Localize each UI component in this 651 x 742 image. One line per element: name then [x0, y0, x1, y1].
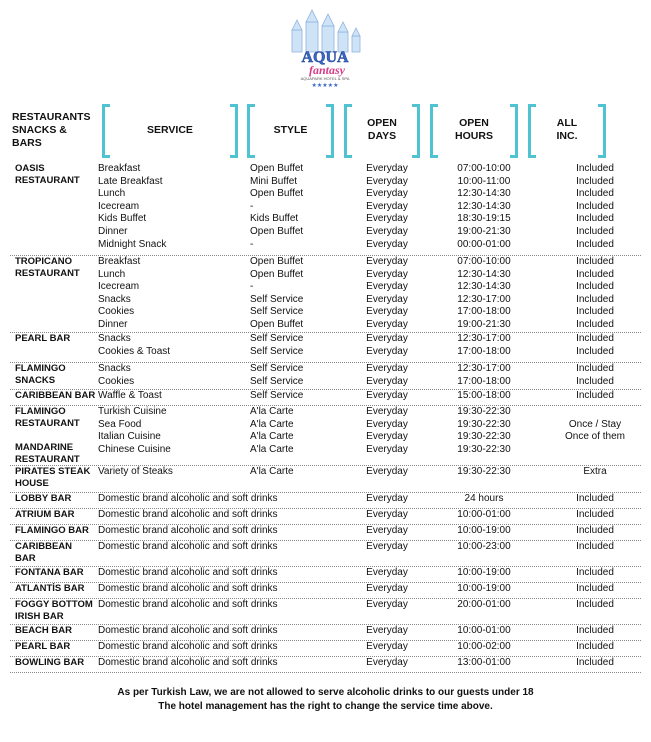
open-hours-cell: 00:00-01:00 [457, 238, 511, 250]
inclusion-cell: Included [576, 375, 614, 387]
service-cell: Cookies & Toast [98, 345, 171, 357]
header-all-inc: ALL INC. [556, 117, 578, 142]
open-hours-cell: 17:00-18:00 [457, 306, 511, 318]
open-days-cell: Everyday [366, 333, 408, 344]
inclusion-cell: Included [576, 641, 614, 652]
venue-group [10, 598, 641, 625]
open-hours-cell: 12:30-14:30 [457, 200, 511, 212]
open-days-cell: Everyday [366, 319, 408, 330]
inclusion-cell: Included [576, 281, 614, 293]
service-cell: Chinese Cuisine [98, 443, 171, 455]
service-cell: Domestic brand alcoholic and soft drinks [98, 625, 278, 636]
open-days-cell: Everyday [366, 188, 408, 200]
service-cell: Domestic brand alcoholic and soft drinks [98, 509, 278, 520]
service-cell: Snacks [98, 333, 131, 344]
style-cell: - [250, 238, 254, 250]
style-cell: A'la Carte [250, 443, 294, 455]
open-hours-cell: 12:30-17:00 [457, 363, 511, 374]
venue-name: FLAMINGO RESTAURANT MANDARINE RESTAURANT [15, 406, 80, 465]
service-cell: Domestic brand alcoholic and soft drinks [98, 599, 278, 610]
open-days-cell: Everyday [366, 238, 408, 250]
header-venue: RESTAURANTS SNACKS & BARS [12, 110, 91, 149]
venue-name: CARIBBEAN BAR [15, 541, 72, 564]
service-cell: Domestic brand alcoholic and soft drinks [98, 641, 278, 652]
open-days-cell: Everyday [366, 541, 408, 552]
venue-name: TROPICANO RESTAURANT [15, 256, 80, 279]
style-cell: Open Buffet [250, 163, 304, 174]
service-cell: Snacks [98, 293, 131, 305]
venue-name: FLAMINGO BAR [15, 525, 89, 536]
open-days-cell: Everyday [366, 390, 408, 401]
venue-group [10, 332, 641, 363]
open-hours-cell: 17:00-18:00 [457, 345, 511, 357]
open-hours-cell: 10:00-11:00 [457, 175, 511, 187]
service-cell: Snacks [98, 363, 131, 374]
venue-group [10, 492, 641, 509]
open-days-cell: Everyday [366, 163, 408, 174]
inclusion-cell: Included [576, 200, 614, 212]
open-hours-cell: 10:00-19:00 [457, 525, 511, 536]
service-cell: Variety of Steaks [98, 466, 173, 477]
inclusion-cell: Included [576, 493, 614, 504]
logo-stars: ★★★★★ [311, 82, 339, 88]
venue-name: PEARL BAR [15, 641, 71, 652]
inclusion-cell: Included [576, 213, 614, 225]
open-hours-cell: 19:30-22:30 [457, 431, 511, 443]
open-hours-cell: 18:30-19:15 [457, 213, 511, 225]
service-cell: Cookies [98, 306, 135, 318]
open-days-cell: Everyday [366, 443, 408, 455]
inclusion-cell: Included [576, 238, 614, 250]
open-hours-cell: 12:30-14:30 [457, 268, 511, 280]
footer-management-note: The hotel management has the right to change the service time above. [158, 701, 493, 712]
venue-group [10, 656, 641, 673]
venue-name: ATLANTİS BAR [15, 583, 85, 594]
inclusion-cell: Included [576, 583, 614, 594]
inclusion-cell: Extra [583, 466, 607, 477]
service-cell: Kids Buffet [98, 213, 147, 225]
logo-brand-line1: AQUA [301, 49, 349, 66]
inclusion-cell: Included [576, 599, 614, 610]
header-service: SERVICE [147, 123, 193, 136]
hotel-logo [270, 8, 380, 88]
open-days-cell: Everyday [366, 641, 408, 652]
venue-name: PIRATES STEAK HOUSE [15, 466, 91, 489]
open-days-cell: Everyday [366, 466, 408, 477]
service-cell: Dinner [98, 319, 128, 330]
inclusion-cell: Included [576, 319, 614, 330]
inclusion-cell: Once / Stay [568, 418, 622, 430]
style-cell: Open Buffet [250, 188, 304, 200]
style-cell: Self Service [250, 390, 304, 401]
venue-name: FLAMINGO SNACKS [15, 363, 66, 386]
open-days-cell: Everyday [366, 175, 408, 187]
inclusion-cell: Included [576, 256, 614, 267]
open-hours-cell: 20:00-01:00 [457, 599, 511, 610]
style-cell: Self Service [250, 306, 304, 318]
inclusion-cell: Included [576, 509, 614, 520]
open-hours-cell: 19:30-22:30 [457, 418, 511, 430]
inclusion-cell: Included [576, 541, 614, 552]
service-cell: Cookies [98, 375, 135, 387]
open-days-cell: Everyday [366, 525, 408, 536]
inclusion-cell: Included [576, 345, 614, 357]
open-days-cell: Everyday [366, 431, 408, 443]
open-hours-cell: 19:00-21:30 [457, 226, 511, 237]
inclusion-cell: Included [576, 188, 614, 200]
venue-group [10, 255, 641, 333]
open-days-cell: Everyday [366, 293, 408, 305]
venue-name: BEACH BAR [15, 625, 72, 636]
open-hours-cell: 10:00-02:00 [457, 641, 511, 652]
open-days-cell: Everyday [366, 406, 408, 417]
footer-law-note: As per Turkish Law, we are not allowed to serve alcoholic drinks to our guests under 18 [117, 687, 534, 698]
style-cell: Open Buffet [250, 256, 304, 267]
open-days-cell: Everyday [366, 226, 408, 237]
service-cell: Italian Cuisine [98, 431, 161, 443]
inclusion-cell: Included [576, 293, 614, 305]
style-cell: Self Service [250, 363, 304, 374]
service-cell: Icecream [98, 200, 140, 212]
inclusion-cell: Included [576, 625, 614, 636]
open-hours-cell: 19:30-22:30 [457, 466, 511, 477]
open-days-cell: Everyday [366, 567, 408, 578]
inclusion-cell: Included [576, 175, 614, 187]
service-cell: Domestic brand alcoholic and soft drinks [98, 493, 278, 504]
style-cell: Self Service [250, 293, 304, 305]
venue-name: BOWLING BAR [15, 657, 85, 668]
service-cell: Icecream [98, 281, 140, 293]
service-cell: Domestic brand alcoholic and soft drinks [98, 541, 278, 552]
open-hours-cell: 19:00-21:30 [457, 319, 511, 330]
open-hours-cell: 10:00-23:00 [457, 541, 511, 552]
venue-name: LOBBY BAR [15, 493, 72, 504]
venue-group [10, 524, 641, 541]
open-hours-cell: 10:00-01:00 [457, 625, 511, 636]
service-cell: Domestic brand alcoholic and soft drinks [98, 525, 278, 536]
venue-group [10, 582, 641, 599]
venue-group [10, 162, 641, 256]
open-days-cell: Everyday [366, 306, 408, 318]
venue-name: FONTANA BAR [15, 567, 84, 578]
venue-group [10, 624, 641, 641]
header-style: STYLE [273, 123, 308, 136]
logo-tagline: AQUAPARK HOTEL & SPA [300, 76, 350, 81]
inclusion-cell: Included [576, 525, 614, 536]
open-hours-cell: 15:00-18:00 [457, 390, 511, 401]
open-days-cell: Everyday [366, 625, 408, 636]
venue-group [10, 566, 641, 583]
open-hours-cell: 10:00-01:00 [457, 509, 511, 520]
style-cell: - [250, 281, 254, 293]
venue-group [10, 540, 641, 567]
open-days-cell: Everyday [366, 418, 408, 430]
service-cell: Waffle & Toast [98, 390, 162, 401]
venue-name: ATRIUM BAR [15, 509, 75, 520]
inclusion-cell: Included [576, 567, 614, 578]
open-days-cell: Everyday [366, 256, 408, 267]
open-days-cell: Everyday [366, 375, 408, 387]
style-cell: Kids Buffet [250, 213, 299, 225]
open-days-cell: Everyday [366, 281, 408, 293]
venue-group [10, 640, 641, 657]
inclusion-cell: Included [576, 657, 614, 668]
open-hours-cell: 19:30-22:30 [457, 406, 511, 417]
style-cell: Self Service [250, 333, 304, 344]
open-days-cell: Everyday [366, 599, 408, 610]
service-cell: Sea Food [98, 418, 142, 430]
service-cell: Dinner [98, 226, 128, 237]
style-cell: A'la Carte [250, 431, 294, 443]
style-cell: Mini Buffet [250, 175, 298, 187]
open-days-cell: Everyday [366, 213, 408, 225]
open-hours-cell: 17:00-18:00 [457, 375, 511, 387]
open-hours-cell: 12:30-17:00 [457, 293, 511, 305]
style-cell: Open Buffet [250, 319, 304, 330]
inclusion-cell: Included [576, 268, 614, 280]
open-days-cell: Everyday [366, 657, 408, 668]
inclusion-cell: Included [576, 306, 614, 318]
venue-group [10, 508, 641, 525]
service-cell: Breakfast [98, 163, 141, 174]
service-cell: Turkish Cuisine [98, 406, 167, 417]
open-days-cell: Everyday [366, 363, 408, 374]
open-hours-cell: 12:30-14:30 [457, 188, 511, 200]
inclusion-cell: Once of them [564, 431, 626, 443]
venue-name: CARIBBEAN BAR [15, 390, 96, 401]
style-cell: Self Service [250, 375, 304, 387]
venue-group [10, 465, 641, 493]
venue-group [10, 405, 641, 466]
header-open-hours: OPEN HOURS [455, 117, 493, 142]
open-hours-cell: 19:30-22:30 [457, 443, 511, 455]
inclusion-cell: Included [576, 226, 614, 237]
venue-name: OASIS RESTAURANT [15, 163, 80, 186]
style-cell: A'la Carte [250, 466, 294, 477]
style-cell: Open Buffet [250, 226, 304, 237]
style-cell: - [250, 200, 254, 212]
style-cell: Open Buffet [250, 268, 304, 280]
venue-name: FOGGY BOTTOM IRISH BAR [15, 599, 93, 622]
open-hours-cell: 10:00-19:00 [457, 583, 511, 594]
open-days-cell: Everyday [366, 200, 408, 212]
service-cell: Late Breakfast [98, 175, 163, 187]
open-hours-cell: 13:00-01:00 [457, 657, 511, 668]
inclusion-cell: Included [576, 363, 614, 374]
header-open-days: OPEN DAYS [367, 117, 397, 142]
venue-group [10, 362, 641, 390]
open-hours-cell: 24 hours [464, 493, 504, 504]
service-cell: Breakfast [98, 256, 141, 267]
style-cell: Self Service [250, 345, 304, 357]
style-cell: A'la Carte [250, 406, 294, 417]
open-hours-cell: 07:00-10:00 [457, 256, 511, 267]
logo-brand-line2: fantasy [309, 63, 345, 77]
open-days-cell: Everyday [366, 493, 408, 504]
style-cell: A'la Carte [250, 418, 294, 430]
open-days-cell: Everyday [366, 509, 408, 520]
service-cell: Domestic brand alcoholic and soft drinks [98, 583, 278, 594]
open-days-cell: Everyday [366, 583, 408, 594]
service-cell: Domestic brand alcoholic and soft drinks [98, 657, 278, 668]
service-cell: Midnight Snack [98, 238, 167, 250]
inclusion-cell: Included [576, 333, 614, 344]
service-cell: Lunch [98, 268, 126, 280]
inclusion-cell: Included [576, 390, 614, 401]
inclusion-cell: Included [576, 163, 614, 174]
open-hours-cell: 12:30-17:00 [457, 333, 511, 344]
venue-group [10, 389, 641, 406]
open-hours-cell: 10:00-19:00 [457, 567, 511, 578]
open-days-cell: Everyday [366, 345, 408, 357]
open-days-cell: Everyday [366, 268, 408, 280]
venue-name: PEARL BAR [15, 333, 71, 344]
service-cell: Lunch [98, 188, 126, 200]
castle-logo-icon [270, 8, 380, 88]
open-hours-cell: 12:30-14:30 [457, 281, 511, 293]
service-cell: Domestic brand alcoholic and soft drinks [98, 567, 278, 578]
open-hours-cell: 07:00-10:00 [457, 163, 511, 174]
